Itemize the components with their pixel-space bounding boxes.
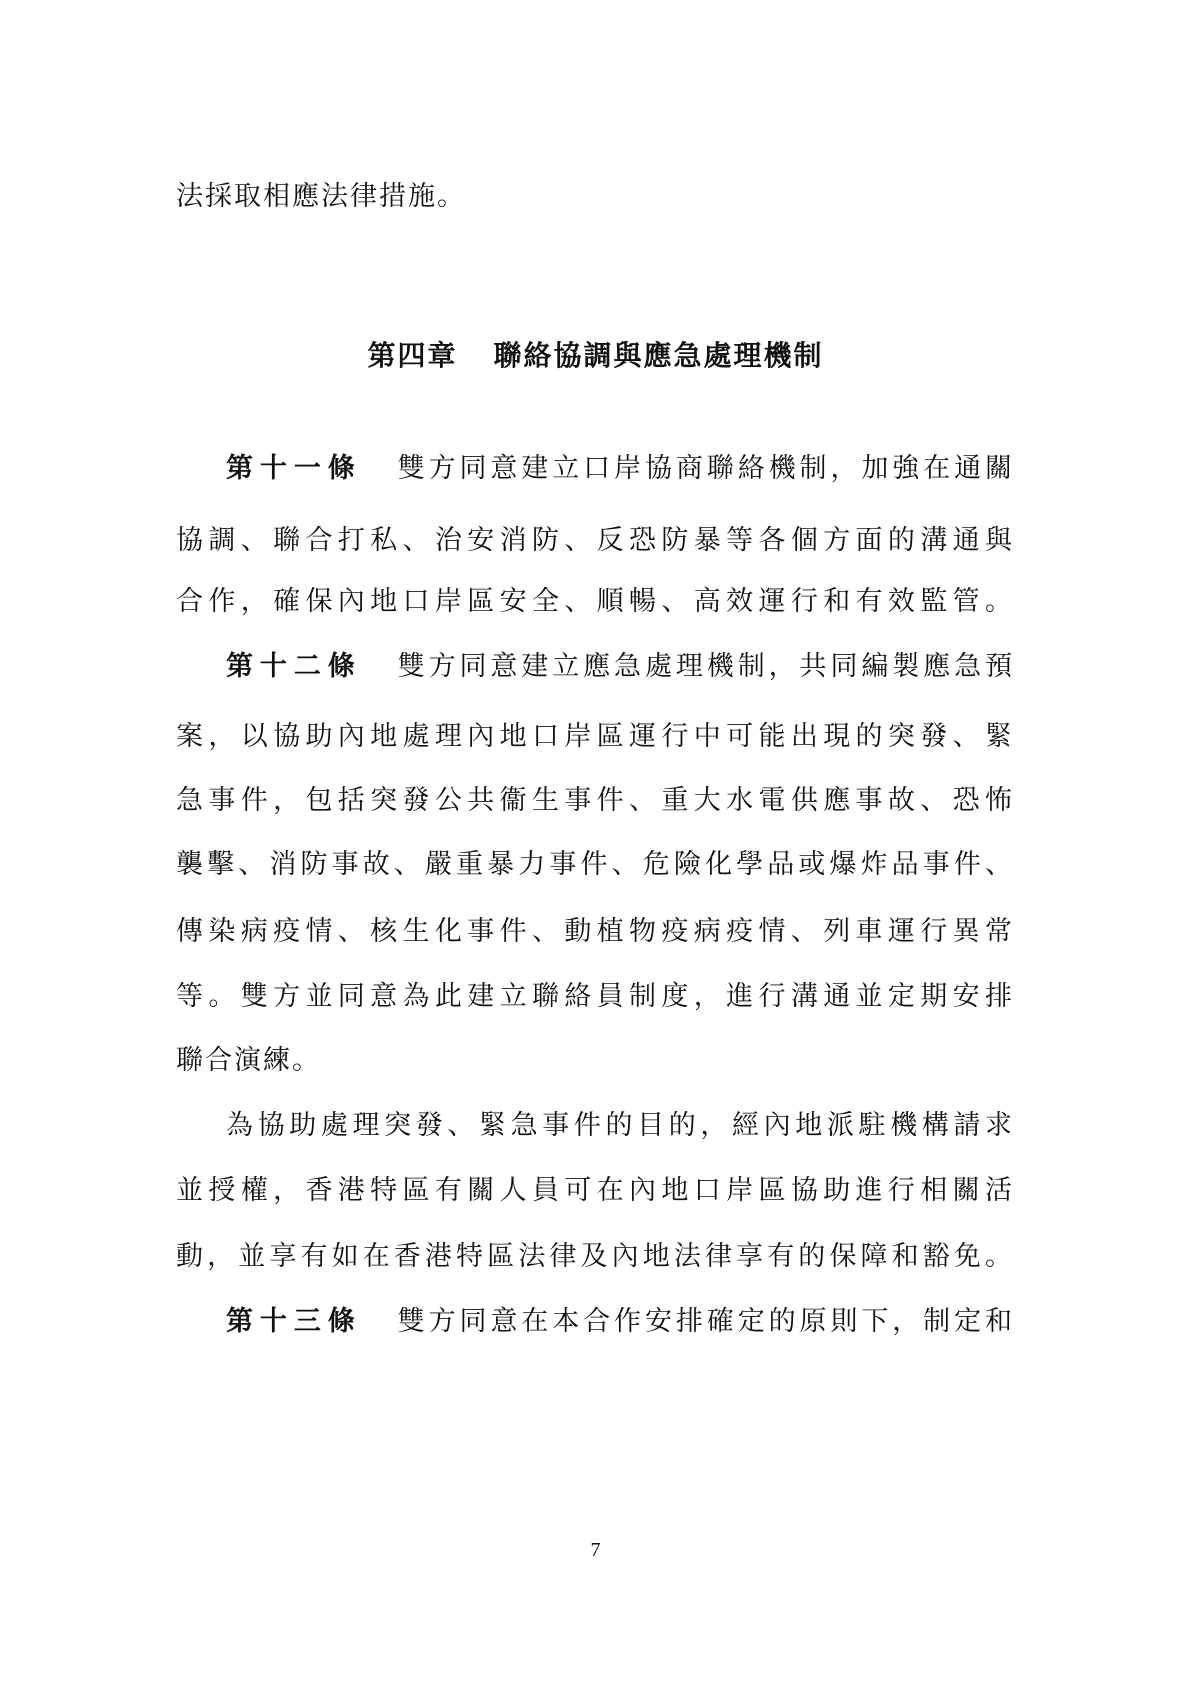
chapter-number: 第四章 — [367, 339, 458, 372]
continuation-text: 法採取相應法律措施。 — [176, 181, 466, 212]
article-12-line-2: 案，以協助內地處理內地口岸區運行中可能出現的突發、緊 — [176, 721, 1012, 752]
page-number: 7 — [590, 1539, 601, 1561]
article-11-first-line — [226, 452, 1012, 486]
article-12-para2-line-3: 動，並享有如在香港特區法律及內地法律享有的保障和豁免。 — [176, 1241, 1012, 1272]
article-11-line-1: 雙方同意建立口岸協商聯絡機制，加強在通關 — [397, 453, 1013, 484]
article-11-line-3: 合作，確保內地口岸區安全、順暢、高效運行和有效監管。 — [176, 586, 1012, 617]
article-12-para2-line-2: 並授權，香港特區有關人員可在內地口岸區協助進行相關活 — [176, 1175, 1012, 1206]
chapter-title: 聯絡協調與應急處理機制 — [493, 339, 824, 372]
article-13-line-1: 雙方同意在本合作安排確定的原則下，制定和 — [397, 1306, 1013, 1337]
article-12-line-3: 急事件，包括突發公共衞生事件、重大水電供應事故、恐怖 — [176, 785, 1012, 816]
article-12-line-6: 等。雙方並同意為此建立聯絡員制度，進行溝通並定期安排 — [176, 981, 1012, 1012]
article-11-number: 第十一條 — [226, 453, 362, 484]
article-12-first-line — [226, 650, 1012, 684]
article-12-line-7: 聯合演練。 — [176, 1045, 321, 1076]
article-12-line-5: 傳染病疫情、核生化事件、動植物疫病疫情、列車運行異常 — [176, 916, 1012, 947]
article-12-line-1: 雙方同意建立應急處理機制，共同編製應急預 — [397, 651, 1013, 682]
article-12-number: 第十二條 — [226, 651, 362, 682]
article-11-line-2: 協調、聯合打私、治安消防、反恐防暴等各個方面的溝通與 — [176, 525, 1012, 556]
article-12-para2-line-1: 為協助處理突發、緊急事件的目的，經內地派駐機構請求 — [226, 1110, 1012, 1141]
article-13-first-line — [226, 1305, 1012, 1339]
article-12-line-4: 襲擊、消防事故、嚴重暴力事件、危險化學品或爆炸品事件、 — [176, 849, 1012, 880]
chapter-heading — [0, 338, 1191, 374]
article-13-number: 第十三條 — [226, 1306, 362, 1337]
